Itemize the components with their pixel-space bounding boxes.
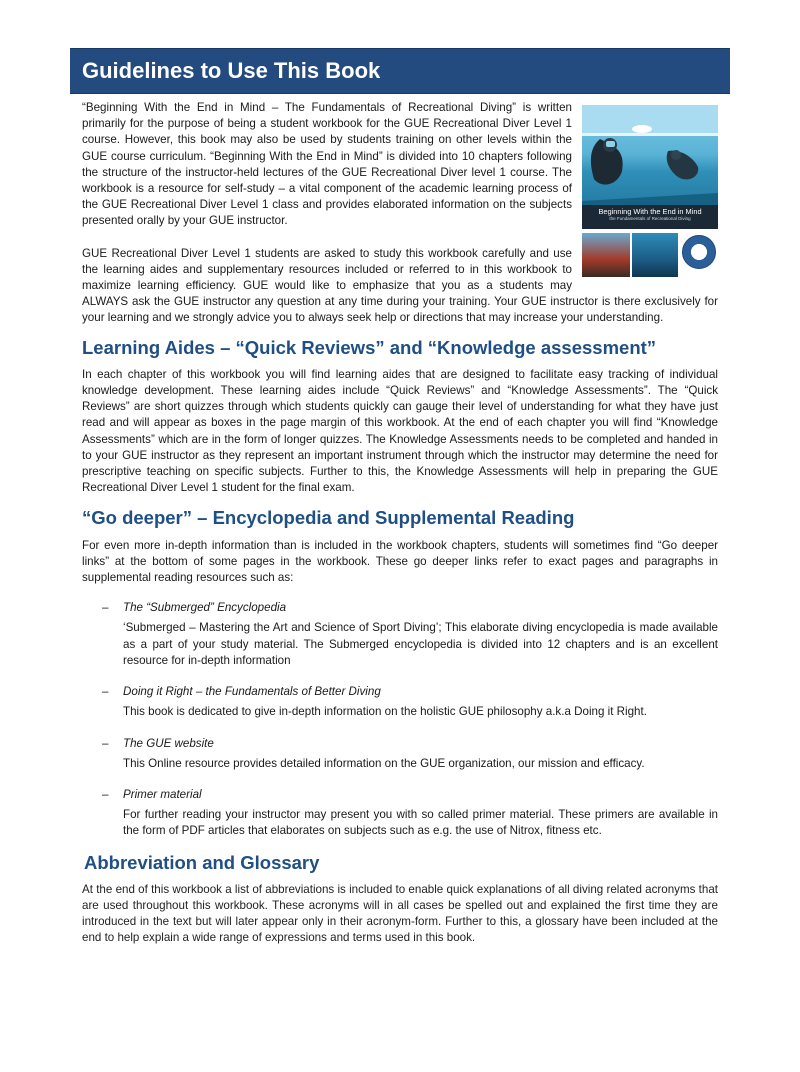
page-content xyxy=(82,100,718,947)
go-deeper-body: For even more in-depth information than is included in the workbook chapters, students will sometimes find “Go deeper links” at the bottom of some pages in the workbook. These go deeper links refer to exact pages and paragraphs in supplemental reading resources such as: xyxy=(82,538,718,585)
gue-logo-icon xyxy=(682,235,716,269)
intro-section xyxy=(82,100,718,327)
page-title: Guidelines to Use This Book xyxy=(82,58,381,83)
cover-title: Beginning With the End in Mind xyxy=(598,207,702,216)
list-item xyxy=(82,684,718,720)
resource-description: ‘Submerged – Mastering the Art and Science of Sport Diving’; This elaborate diving encyclopedia is made available as a part of your study material. The Submerged encyclopedia is divided into 12 chapters and is an excellent resource for in-depth information xyxy=(123,621,718,667)
list-item xyxy=(82,736,718,772)
resource-title: The GUE website xyxy=(123,736,214,750)
list-item xyxy=(82,600,718,669)
list-dash: – xyxy=(102,736,109,750)
cover-title-band xyxy=(582,205,718,229)
cover-reef-photo xyxy=(632,233,678,277)
list-dash: – xyxy=(102,787,109,801)
list-dash: – xyxy=(102,685,109,699)
list-item xyxy=(82,787,718,840)
resource-description: For further reading your instructor may present you with so called primer material. These primers are available in the form of PDF articles that elaborates on subjects such as e.g. the use of Nitrox, fitness etc. xyxy=(123,808,718,838)
learning-aides-body: In each chapter of this workbook you will find learning aides that are designed to facilitate easy tracking of individual knowledge development. These learning aides include “Quick Reviews” and “Knowledge Assessments”. The “Quick Reviews” are short quizzes through which students quickly can gauge their level of understanding for what they have just read and will appear as boxes in the page margin of this workbook. At the end of each chapter you will find “Knowledge Assessments” which are in the form of longer quizzes. The Knowledge Assessments needs to be completed and handed in to your GUE instructor as they represent an important instrument through which the instructor may determine the need for prescriptive teaching on specific subjects. Further to this, the Knowledge Assessments will help in preparing the GUE Recreational Diver Level 1 student for the final exam. xyxy=(82,367,718,495)
go-deeper-heading: “Go deeper” – Encyclopedia and Supplemental Reading xyxy=(82,507,575,529)
glossary-body: At the end of this workbook a list of abbreviations is included to enable quick explanations of all diving related acronyms that are used throughout this workbook. These acronyms will in all cases be spelled out and explained the first time they are introduced in the text but will later appear only in their acronym-form. Further to this, a glossary have been included at the end to help explain a wide range of expressions and terms used in this book. xyxy=(82,882,718,945)
resource-description: This book is dedicated to give in-depth information on the holistic GUE philosophy a.k.a Doing it Right. xyxy=(123,705,647,719)
cover-diver-photo xyxy=(582,233,630,277)
list-dash: – xyxy=(102,601,109,615)
glossary-heading: Abbreviation and Glossary xyxy=(84,851,320,873)
book-cover-image xyxy=(582,105,718,287)
resource-description: This Online resource provides detailed information on the GUE organization, our mission and efficacy. xyxy=(123,756,645,770)
intro-paragraph-1: “Beginning With the End in Mind – The Fundamentals of Recreational Diving” is written primarily for the purpose of being a student workbook for the GUE Recreational Diver Level 1 course. However, this book may also be used by students training on other levels within the GUE course curriculum. “Beginning With the End in Mind” is divided into 10 chapters following the structure of the instructor-held lectures of the GUE Recreational Diver level 1 course. The workbook is a resource for self-study – a vital component of the academic learning process of the GUE Recreational Diver Level 1 class and provides elaborated information on the subjects presented orally by your GUE instructor. xyxy=(82,101,572,228)
resource-title: Primer material xyxy=(123,787,202,801)
cover-subtitle: the Fundamentals of Recreational Diving xyxy=(609,216,691,221)
learning-aides-heading: Learning Aides – “Quick Reviews” and “Knowledge assessment” xyxy=(82,336,657,358)
intro-paragraph-2: GUE Recreational Diver Level 1 students are asked to study this workbook carefully and use the learning aides and supplementary resources included or referred to in this workbook to maximize learning efficiency. GUE would like to emphasize that you as a students may ALWAYS ask the GUE instructor any question at any time during your training. Your GUE instructor is there exclusively for your learning and we strongly advice you to always seek help or directions that may increase your understanding. xyxy=(82,246,718,325)
reading-resources-list xyxy=(82,600,718,839)
title-banner xyxy=(70,48,730,94)
resource-title: Doing it Right – the Fundamentals of Better Diving xyxy=(123,685,381,699)
resource-title: The “Submerged” Encyclopedia xyxy=(123,601,287,615)
